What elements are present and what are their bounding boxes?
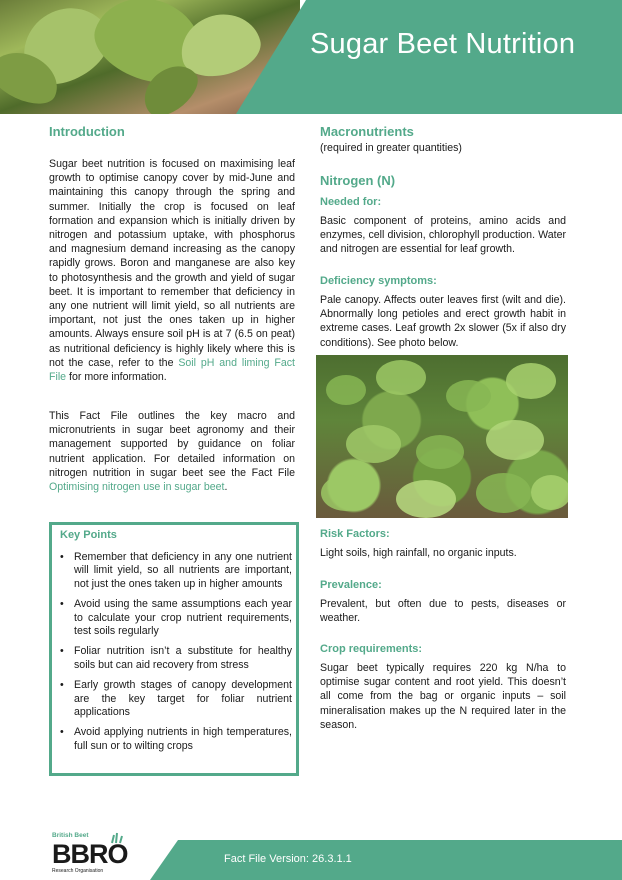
fact-file-version: Fact File Version: 26.3.1.1 [224, 853, 352, 865]
needed-for-text: Basic component of proteins, amino acids and enzymes, cell division, chlorophyll production. Water and nitrogen are essential for leaf growth. [320, 215, 566, 256]
introduction-paragraph-1 [49, 157, 295, 384]
key-points-list [60, 551, 292, 760]
bullet-icon: • [60, 679, 64, 692]
crop-requirements-text: Sugar beet typically requires 220 kg N/ha to optimise sugar content and root yield. This doesn’t all come from the bag or organic inputs – soil mineralisation makes up the N required later in the season. [320, 662, 566, 731]
bullet-icon: • [60, 551, 64, 563]
key-point-text: Remember that deficiency in any one nutrient will limit yield, so all nutrients are important, not just the ones taken up in higher amounts [74, 551, 292, 590]
deficiency-symptoms-heading: Deficiency symptoms: [320, 275, 437, 287]
sprout-icon [110, 832, 124, 844]
deficiency-symptoms-text: Pale canopy. Affects outer leaves first (wilt and die). Abnormally long petioles and erect growth habit in extreme cases. Leaf growth 2x slower (5x if also dry conditions). See photo below. [320, 294, 566, 349]
key-point-text: Foliar nutrition isn’t a substitute for healthy soils but can aid recovery from stress [74, 645, 292, 671]
nitrogen-fact-file-link[interactable]: Optimising nitrogen use in sugar beet [49, 481, 225, 494]
macronutrients-subtitle: (required in greater quantities) [320, 142, 462, 154]
macronutrients-heading: Macronutrients [320, 124, 414, 139]
logo-tagline: British Beet [52, 832, 89, 839]
key-point-text: Early growth stages of canopy development are the key target for foliar nutrient applications [74, 679, 292, 719]
soil-ph-fact-file-link[interactable]: Soil pH and liming Fact File [49, 356, 295, 384]
page-title: Sugar Beet Nutrition [310, 28, 576, 60]
prevalence-heading: Prevalence: [320, 579, 382, 591]
key-point-item [60, 551, 292, 591]
key-points-title: Key Points [60, 529, 117, 541]
logo-wordmark: BBRO [52, 839, 128, 869]
introduction-heading: Introduction [49, 124, 125, 139]
key-point-item [60, 598, 292, 638]
risk-factors-heading: Risk Factors: [320, 528, 390, 540]
introduction-text-2-end: . [224, 481, 228, 494]
key-points-box [49, 522, 299, 776]
crop-requirements-heading: Crop requirements: [320, 643, 423, 655]
bullet-icon: • [60, 598, 64, 611]
key-point-item [60, 645, 292, 672]
introduction-text-2: This Fact File outlines the key macro and micronutrients in sugar beet agronomy and their management supported by guidance on foliar nutrient application. For detailed information on nitrogen nutrition in sugar beet see the Fact File [49, 410, 295, 479]
key-point-text: Avoid applying nutrients in high temperatures, full sun or to wilting crops [74, 726, 292, 752]
key-point-text: Avoid using the same assumptions each year to calculate your crop nutrient requirements, test soils regularly [74, 598, 292, 638]
bullet-icon: • [60, 645, 64, 658]
introduction-text-1-end: for more information. [66, 371, 167, 384]
key-point-item [60, 679, 292, 719]
bbro-logo [52, 832, 142, 876]
needed-for-heading: Needed for: [320, 196, 382, 208]
prevalence-text: Prevalent, but often due to pests, diseases or weather. [320, 598, 566, 625]
risk-factors-text: Light soils, high rainfall, no organic inputs. [320, 547, 517, 559]
footer-band [150, 840, 622, 880]
bullet-icon: • [60, 726, 64, 739]
introduction-paragraph-2 [49, 409, 295, 494]
logo-subtitle: Research Organisation [52, 868, 104, 874]
introduction-text-1: Sugar beet nutrition is focused on maximising leaf growth to optimise canopy cover by mid-June and maintaining this canopy through the spring and summer. Initially the crop is focused on leaf formation and expansion which is initially driven by nitrogen and potassium uptake, with phosphorus and magnesium demand increasing as the canopy rapidly grows. Boron and manganese are also key to photosynthesis and the growth and yield of sugar beet. It is important to remember that deficiency in any one nutrient will limit yield, so all nutrients are important, not just the ones taken up in higher amounts. Always ensure soil pH is at 7 (6.5 on peat) as nutritional deficiency is highly likely where this is not the case, refer to the [49, 158, 295, 369]
nitrogen-deficiency-crop-photo [316, 355, 568, 518]
key-point-item [60, 726, 292, 753]
nitrogen-heading: Nitrogen (N) [320, 173, 396, 188]
